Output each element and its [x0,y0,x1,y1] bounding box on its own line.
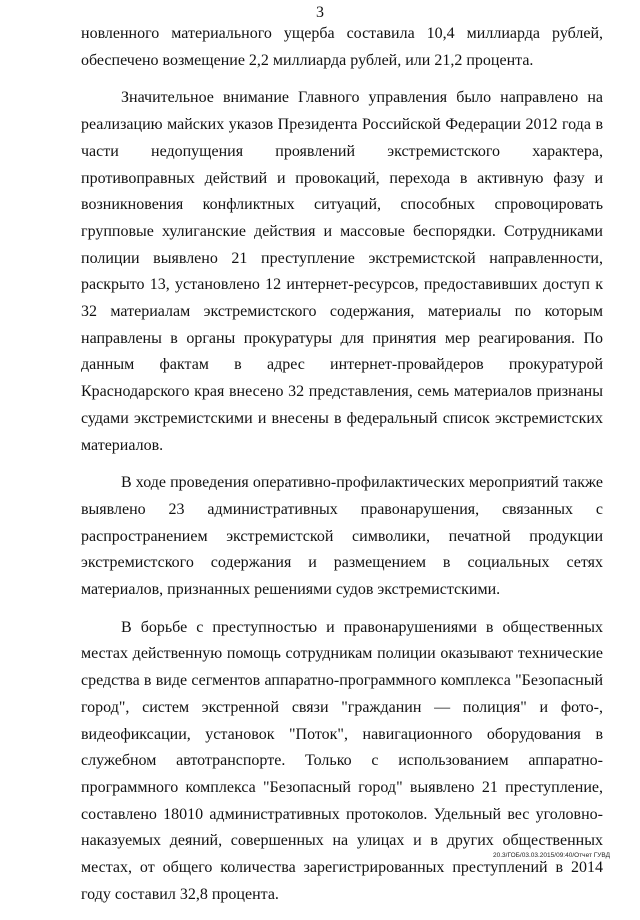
page-number: 3 [316,4,324,21]
paragraph-safe-city: В борьбе с преступностью и правонарушениями в общественных местах действенную помощь сотрудникам полиции оказывают технические средства в виде сегментов аппаратно-программного комплекса "Безопасный город", систем экстренной связи "гражданин — полиция" и фото-, видеофиксации, установок "Поток", навигационного оборудования в служебном автотранспорте. Только с использованием аппаратно-программного комплекса "Безопасный город" выявлено 21 преступление, составлено 18010 административных протоколов. Удельный вес уголовно-наказуемых деяний, совершенных на улицах и в других общественных местах, от общего количества зарегистрированных преступлений в 2014 году составил 32,8 процента. [81,618,603,903]
document-body [81,21,603,920]
paragraph-administrative-offenses: В ходе проведения оперативно-профилактических мероприятий также выявлено 23 административных правонарушения, связанных с распространением экстремистской символики, печатной продукции экстремистского содержания и размещением в социальных сетях материалов, признанных решениями судов экстремистскими. [81,474,603,599]
paragraph-extremism: Значительное внимание Главного управления было направлено на реализацию майских указов Президента Российской Федерации 2012 года в части недопущения проявлений экстремистского характера, противоправных действий и провокаций, перехода в активную фазу и возникновения конфликтных ситуаций, способных спровоцировать групповые хулиганские действия и массовые беспорядки. Сотрудниками полиции выявлено 21 преступление экстремистской направленности, раскрыто 13, установлено 12 интернет-ресурсов, предоставивших доступ к 32 материалам экстремистского содержания, материалы по которым направлены в органы прокуратуры для принятия мер реагирования. По данным фактам в адрес интернет-провайдеров прокуратурой Краснодарского края внесено 32 представления, семь материалов признаны судами экстремистскими и внесены в федеральный список экстремистских материалов. [81,89,603,454]
paragraph-continuation: новленного материального ущерба составила 10,4 миллиарда рублей, обеспечено возмещение 2,2 миллиарда рублей, или 21,2 процента. [81,25,603,69]
footer-document-code: 20.3/ГОБ/03.03.2015/09:40/Отчет ГУВД [493,852,610,859]
